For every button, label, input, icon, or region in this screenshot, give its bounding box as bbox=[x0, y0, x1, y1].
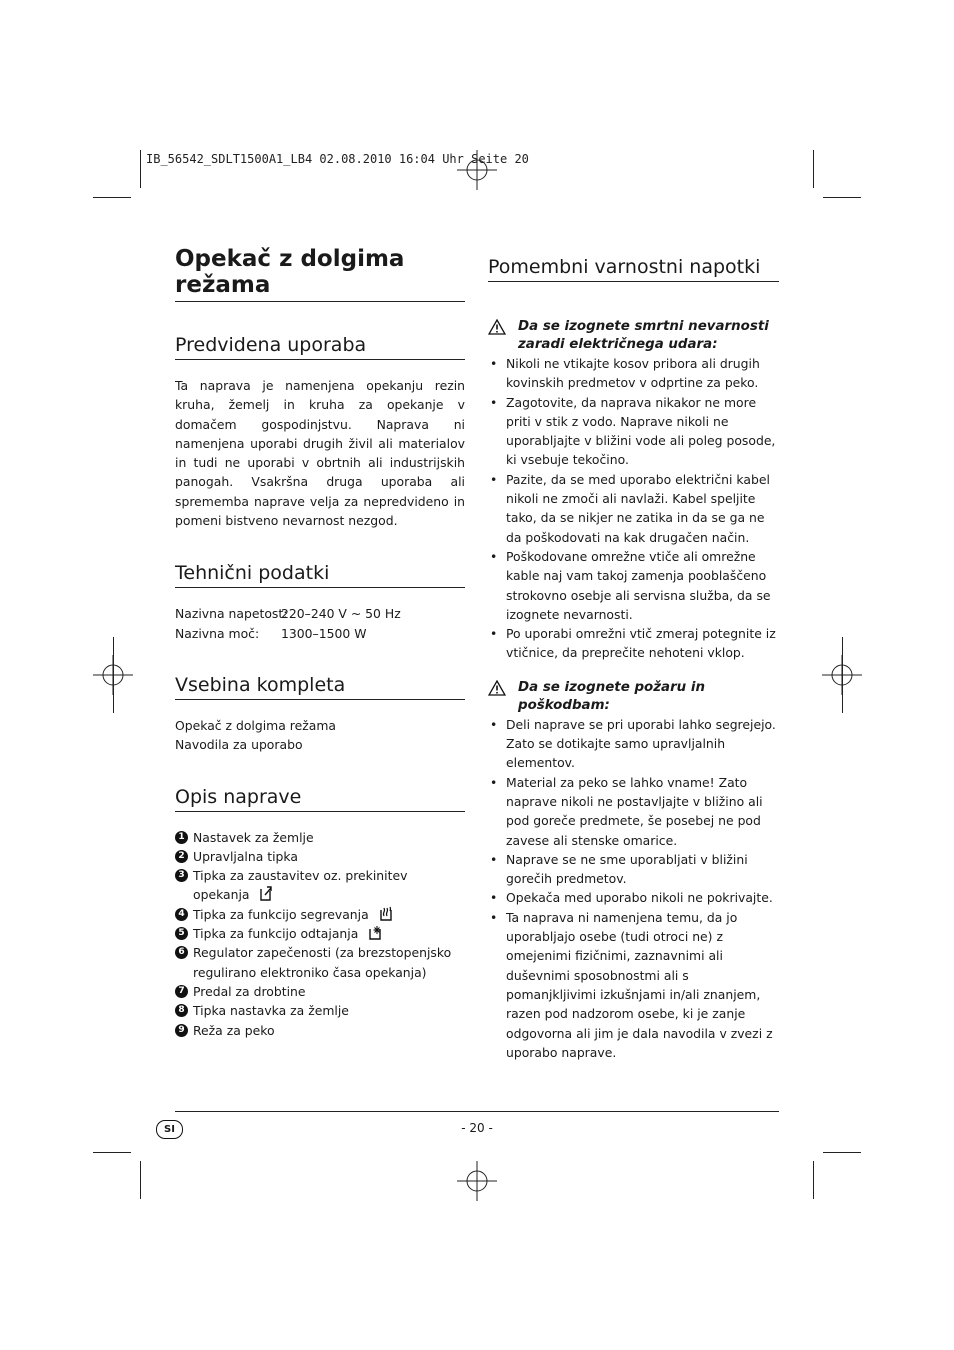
part-label: Predal za drobtine bbox=[193, 983, 306, 999]
intended-use-text: Ta naprava je namenjena opekanju rezin kruha, žemelj in kruha za opekanje v domačem gospodinjstvu. Naprava ni namenjena uporabi drugih živil ali materialov in tudi ne uporabi v obrtnih ali industrijskih panogah. Vsakršna druga uporaba ali sprememba naprave velja za nepredvideno in pomeni bistveno nevarnost nezgod. bbox=[175, 378, 465, 529]
section-heading-tech-data: Tehnični podatki bbox=[175, 562, 465, 588]
parts-list bbox=[175, 828, 465, 1040]
page-title: Opekač z dolgima režama bbox=[175, 246, 465, 302]
warning-heading-electric bbox=[488, 318, 779, 354]
warning-heading-fire bbox=[488, 679, 779, 715]
crop-mark bbox=[93, 197, 131, 198]
list-item: • Naprave se ne sme uporabljati v bližini gorečih predmetov. bbox=[488, 850, 779, 889]
print-slug: IB_56542_SDLT1500A1_LB4 02.08.2010 16:04 Uhr Seite 20 bbox=[146, 152, 529, 166]
part-label: Tipka za funkcijo odtajanja bbox=[193, 926, 359, 942]
part-number: 4 bbox=[175, 908, 188, 921]
part-label: Tipka za funkcijo segrevanja bbox=[193, 906, 369, 922]
spec-voltage bbox=[175, 604, 465, 623]
language-badge: SI bbox=[156, 1120, 183, 1139]
contents-item: Navodila za uporabo bbox=[175, 737, 303, 753]
part-label: Tipka za zaustavitev oz. prekinitev opekanja bbox=[193, 868, 408, 903]
part-label: Regulator zapečenosti (za brezstopenjsko regulirano elektroniko časa opekanja) bbox=[193, 945, 452, 980]
reheat-icon bbox=[379, 906, 393, 922]
part-number: 6 bbox=[175, 946, 188, 959]
part-item bbox=[175, 1001, 465, 1020]
defrost-icon bbox=[368, 925, 382, 941]
crop-mark bbox=[842, 637, 843, 713]
part-item bbox=[175, 943, 465, 982]
part-number: 9 bbox=[175, 1024, 188, 1037]
part-item bbox=[175, 905, 465, 924]
list-item: • Ta naprava ni namenjena temu, da jo uporabljajo osebe (tudi otroci ne) z omejenimi fizičnimi, zaznavnimi ali duševnimi sposobnostmi ali s pomanjkljivimi izkušnjami in/ali znanjem, razen pod nadzorom osebe, ki je zanje odgovorna ali jim je dala navodila v zvezi z uporabo naprave. bbox=[488, 908, 779, 1062]
crop-mark bbox=[823, 1152, 861, 1153]
part-item bbox=[175, 924, 465, 943]
contents-item: Opekač z dolgima režama bbox=[175, 717, 336, 733]
part-label: Reža za peko bbox=[193, 1022, 275, 1038]
stop-toast-icon bbox=[259, 886, 273, 902]
crop-mark bbox=[813, 150, 814, 188]
registration-mark-icon bbox=[457, 1161, 497, 1201]
crop-mark bbox=[823, 197, 861, 198]
part-item bbox=[175, 982, 465, 1001]
left-column bbox=[175, 246, 465, 1040]
list-item: • Zagotovite, da naprava nikakor ne more priti v stik z vodo. Naprave nikoli ne uporabljajte v bližini vode ali poleg posode, ki vsebuje tekočino. bbox=[488, 393, 779, 470]
footer-divider bbox=[175, 1111, 779, 1112]
part-number: 1 bbox=[175, 831, 188, 844]
page-number: - 20 - bbox=[461, 1121, 493, 1135]
section-heading-contents: Vsebina kompleta bbox=[175, 674, 465, 700]
spec-power bbox=[175, 624, 465, 643]
crop-mark bbox=[140, 1161, 141, 1199]
part-label: Tipka nastavka za žemlje bbox=[193, 1003, 349, 1019]
part-number: 5 bbox=[175, 927, 188, 940]
warning-triangle-icon bbox=[488, 319, 506, 335]
crop-mark bbox=[813, 1161, 814, 1199]
warning-title: Da se izognete smrtni nevarnosti zaradi električnega udara: bbox=[518, 319, 769, 352]
list-item: • Nikoli ne vtikajte kosov pribora ali drugih kovinskih predmetov v odprtine za peko. bbox=[488, 354, 779, 393]
part-number: 2 bbox=[175, 850, 188, 863]
right-column bbox=[488, 256, 779, 1062]
list-item: • Material za peko se lahko vname! Zato naprave nikoli ne postavljajte v bližino ali pod goreče predmete, še posebej ne pod zavese ali stenske omarice. bbox=[488, 773, 779, 850]
section-heading-description: Opis naprave bbox=[175, 786, 465, 812]
part-label: Upravljalna tipka bbox=[193, 848, 298, 864]
spec-power-value: 1300–1500 W bbox=[281, 625, 367, 641]
part-number: 7 bbox=[175, 985, 188, 998]
spec-power-label: Nazivna moč: bbox=[175, 625, 260, 641]
warning-list-fire bbox=[488, 715, 779, 1062]
warning-title: Da se izognete požaru in poškodbam: bbox=[518, 679, 705, 713]
part-item bbox=[175, 1021, 465, 1040]
part-label: Nastavek za žemlje bbox=[193, 829, 314, 845]
registration-mark-icon bbox=[457, 150, 497, 190]
spec-voltage-label: Nazivna napetost: bbox=[175, 606, 288, 622]
part-item bbox=[175, 828, 465, 847]
crop-mark bbox=[113, 637, 114, 713]
section-heading-safety: Pomembni varnostni napotki bbox=[488, 256, 779, 282]
list-item: • Pazite, da se med uporabo električni kabel nikoli ne zmoči ali navlaži. Kabel speljite tako, da se nikjer ne zatika in da se ga ne da poškodovati na kak drugačen način. bbox=[488, 470, 779, 547]
list-item: • Po uporabi omrežni vtič zmeraj potegnite iz vtičnice, da preprečite nehoteni vklop. bbox=[488, 624, 779, 663]
list-item: • Poškodovane omrežne vtiče ali omrežne kable naj vam takoj zamenja pooblaščeno strokovno osebje ali servisna služba, da se izognete nevarnosti. bbox=[488, 547, 779, 624]
part-number: 3 bbox=[175, 869, 188, 882]
list-item: • Deli naprave se pri uporabi lahko segrejejo. Zato se dotikajte samo upravljalnih elementov. bbox=[488, 715, 779, 773]
warning-triangle-icon bbox=[488, 680, 506, 696]
crop-mark bbox=[93, 1152, 131, 1153]
list-item: • Opekača med uporabo nikoli ne pokrivajte. bbox=[488, 888, 779, 907]
part-number: 8 bbox=[175, 1004, 188, 1017]
part-item bbox=[175, 847, 465, 866]
section-heading-intended-use: Predvidena uporaba bbox=[175, 334, 465, 360]
spec-voltage-value: 220–240 V ~ 50 Hz bbox=[281, 606, 401, 622]
warning-list-electric bbox=[488, 354, 779, 663]
part-item bbox=[175, 866, 465, 905]
crop-mark bbox=[140, 150, 141, 188]
